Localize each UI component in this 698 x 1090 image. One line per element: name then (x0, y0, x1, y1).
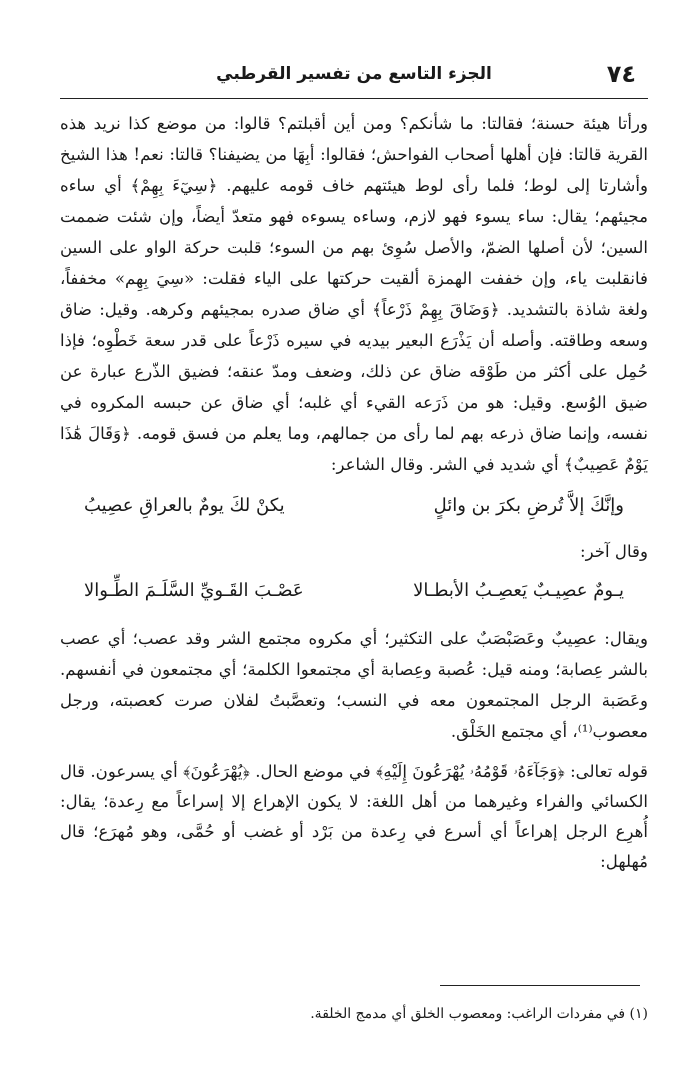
page-header (60, 58, 648, 99)
verse-1-first-hemistich: وإنَّكَ إلاَّ تُرضِ بكرَ بن وائلٍ (433, 495, 624, 516)
verse-2-second-hemistich: عَصْـبَ القَـويِّ السَّلَـمَ الطِّـوالا (84, 580, 304, 601)
verse-1 (60, 490, 648, 522)
other-poet-label: وقال آخر: (580, 542, 648, 561)
footnote: (١) في مفردات الراغب: ومعصوب الخلق أي مدمج الخلقة. (310, 1006, 648, 1022)
footnote-divider (440, 985, 640, 986)
verse-2-first-hemistich: يـومٌ عصِيـبٌ يَعصِـبُ الأبطـالا (413, 580, 624, 601)
verse-2 (60, 575, 648, 607)
paragraph-2: ويقال: عصِيبٌ وعَصَبْصَبٌ على التكثير؛ أي مكروه مجتمع الشر وقد عصب؛ أي عصب بالشر عِصابة؛ ومنه قيل: عُصبة وعِصابة أي مجتمعوا الكلمة؛ أي مجتمعون في أنفسهم. وعَصَبة الرجل المجتمعون معه في النسب؛ وتعصَّبتُ لفلان صرت كعصبته، ورجل معصوب⁽¹⁾، أي مجتمع الخَلْق. (60, 629, 648, 741)
paragraph-1: ورأتا هيئة حسنة؛ فقالتا: ما شأنكم؟ ومن أين أقبلتم؟ قالوا: من موضع كذا نريد هذه القرية قالتا: فإن أهلها أصحاب الفواحش؛ فقالوا: أبِهَا من يضيفنا؟ قالتا: نعم! هذا الشيخ وأشارتا إلى لوط؛ فلما رأى لوط هيئتهم خاف قومه عليهم. ﴿سِيٓءَ بِهِمْ﴾ أي ساءه مجيئهم؛ يقال: ساء يسوء فهو لازم، وساءه يسوءه فهو متعدّ أيضاً، وإن شئت ضممت السين؛ لأن أصلها الضمّ، والأصل سُوِئ بهم من السوء؛ قلبت حركة الواو على السين فانقلبت ياء، وإن خففت الهمزة ألقيت حركتها على الياء فقلت: «سِيَ بِهِم» مخففاً، ولغة شاذة بالتشديد. ﴿وَضَاقَ بِهِمْ ذَرْعاً﴾ أي ضاق صدره بمجيئهم وكرهه. وقيل: ضاق وسعه وطاقته. وأصله أن يَذْرَع البعير بيديه في سيره ذَرْعاً على قدر سعة خَطْوِه؛ فإذا حُمِل على أكثر من طَوْقه ضاق عن ذلك، وضعف ومدّ عنقه؛ فضيق الذّرع عبارة عن ضيق الوُسع. وقيل: هو من ذَرَعه القيء أي غلبه؛ أي ضاق عن حبسه المكروه في نفسه، وإنما ضاق ذرعه بهم لما رأى من جمالهم، وما يعلم من فسق قومه. ﴿وَقَالَ هَٰذَا يَوْمٌ عَصِيبٌ﴾ أي شديد في الشر. وقال الشاعر: (60, 114, 648, 474)
paragraph-3: قوله تعالى: ﴿وَجَآءَهُۥ قَوْمُهُۥ يُهْرَعُونَ إِلَيْهِ﴾ في موضع الحال. ﴿يُهْرَعُونَ﴾ أي يسرعون. قال الكسائي والفراء وغيرهما من أهل اللغة: لا يكون الإهراع إلا إسراعاً مع رِعدة؛ يقال: أُهرِع الرجل إهراعاً أي أسرع في رِعدة من بَرْد أو غضب أو حُمَّى، وهو مُهرَع؛ قال مُهلهل: (60, 762, 648, 871)
page-number: ٧٤ (606, 60, 636, 88)
running-title: الجزء التاسع من تفسير القرطبي (216, 64, 492, 84)
page-body (60, 108, 648, 877)
verse-1-second-hemistich: يكنْ لكَ يومٌ بالعراقِ عصِيبُ (84, 495, 285, 516)
